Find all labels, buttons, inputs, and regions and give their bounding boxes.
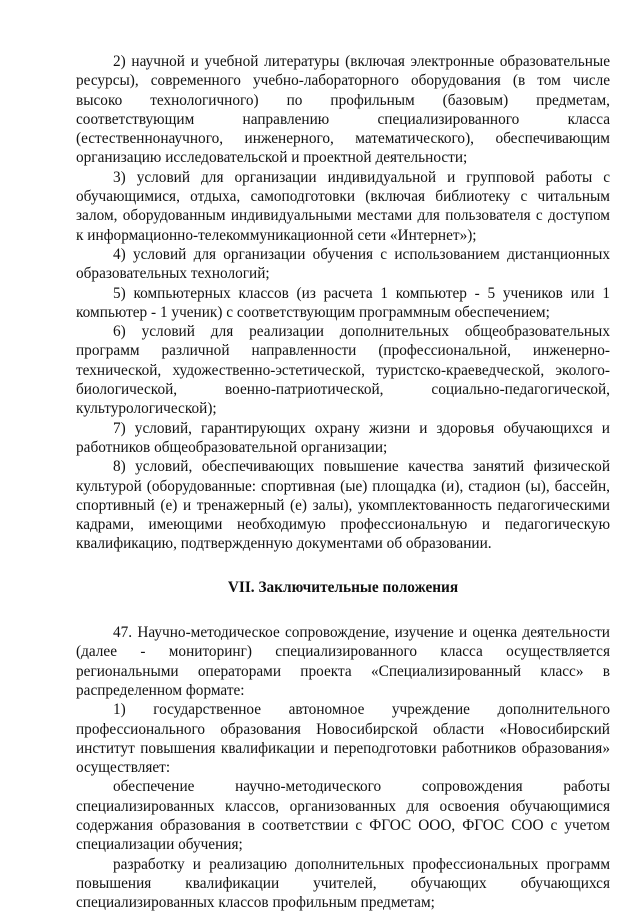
list-item: 2) научной и учебной литературы (включая электронные образовательные ресурсы), современного учебно-лабораторного оборудования (в том числе высоко технологичного) по профильным (базовым) предметам, соответствующим направлению специализированного класса (естественнонаучного, инженерного, математического), обеспечивающим организацию исследовательской и проектной деятельности;: [76, 53, 610, 167]
list-item: 6) условий для реализации дополнительных общеобразовательных программ различной направленности (профессиональной, инженерно-технической, художественно-эстетической, туристско-краеведческой, эколого-биологической, военно-патриотической, социально-педагогической, культурологической);: [76, 323, 610, 418]
list-item: 5) компьютерных классов (из расчета 1 компьютер - 5 учеников или 1 компьютер - 1 ученик) с соответствующим программным обеспечением;: [76, 284, 610, 321]
section-heading: VII. Заключительные положения: [227, 578, 459, 596]
list-item: 4) условий для организации обучения с использованием дистанционных образовательных технологий;: [76, 245, 610, 283]
paragraph: 47. Научно-методическое сопровождение, изучение и оценка деятельности (далее - мониторинг) специализированного класса осуществляется региональными операторами проекта «Специализированный класс» в распределенном формате:: [76, 624, 610, 699]
list-item: 8) условий, обеспечивающих повышение качества занятий физической культурой (оборудованные: спортивная (ые) площадка (и), стадион (ы), бассейн, спортивный (е) и тренажерный (е) залы), укомплектованность педагогическими кадрами, имеющими необходимую профессиональную и педагогическую квалификацию, подтвержденную документами об образовании.: [76, 458, 610, 553]
list-item: 7) условий, гарантирующих охрану жизни и здоровья обучающихся и работников общеобразовательной организации;: [76, 419, 610, 456]
paragraph: разработку и реализацию дополнительных профессиональных программ повышения квалификации учителей, обучающих обучающихся специализированных классов профильным предметам;: [76, 855, 610, 912]
list-item: 3) условий для организации индивидуальной и групповой работы с обучающимися, отдыха, самоподготовки (включая библиотеку с читальным залом, оборудованным индивидуальными местами для пользователя с доступом к информационно-телекоммуникационной сети «Интернет»);: [76, 168, 610, 244]
paragraph: 1) государственное автономное учреждение дополнительного профессионального образования Новосибирской области «Новосибирский институт повышения квалификации и переподготовки работников образования» осуществляет:: [76, 701, 610, 777]
document-page: [76, 52, 610, 912]
paragraph: обеспечение научно-методического сопровождения работы специализированных классов, организованных для освоения обучающимися содержания образования в соответствии с ФГОС ООО, ФГОС СОО с учетом специализации обучения;: [76, 778, 610, 854]
